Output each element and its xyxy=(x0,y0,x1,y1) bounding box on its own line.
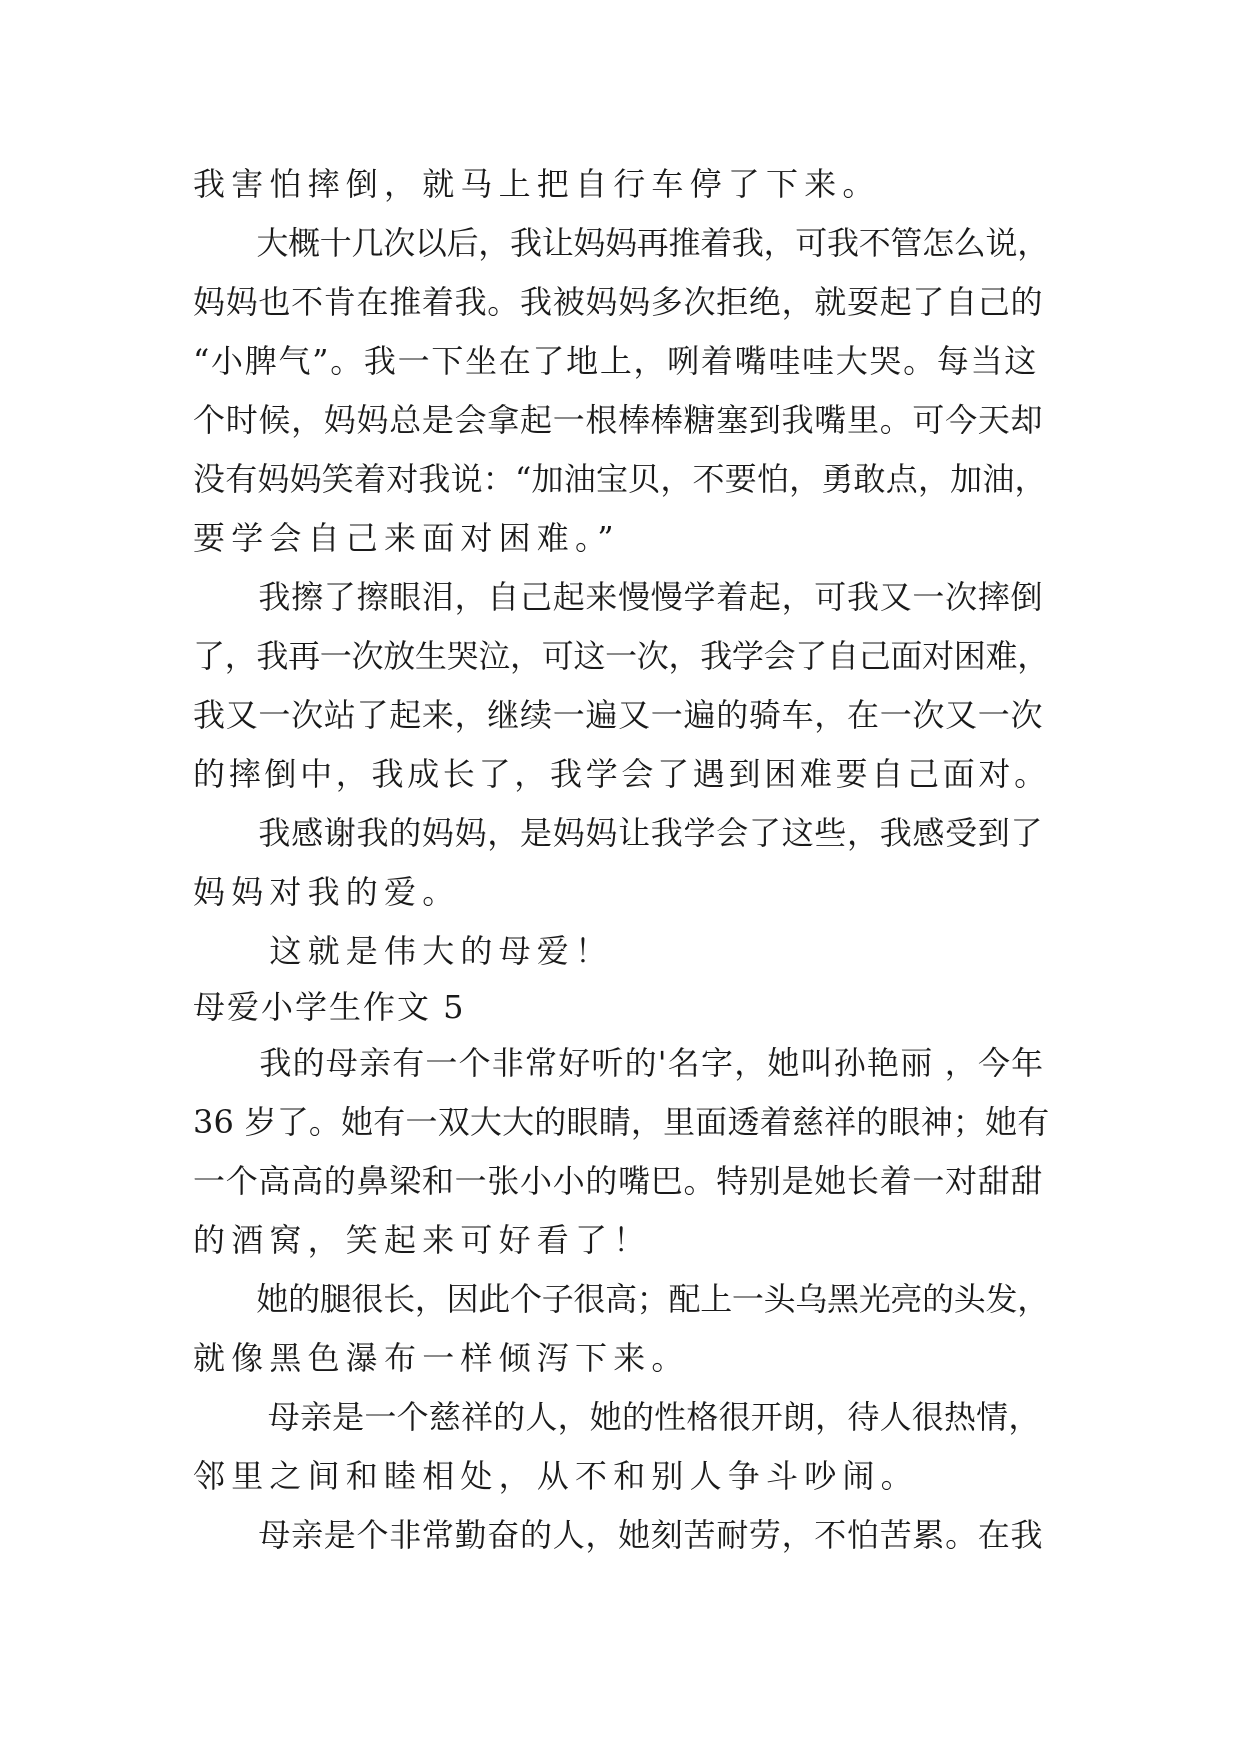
section-heading: 母爱小学生作文 5 xyxy=(193,988,466,1026)
text-line: 就像黑色瀑布一样倾泻下来。 xyxy=(193,1339,690,1377)
text-line: 的摔倒中，我成长了，我学会了遇到困难要自己面对。 xyxy=(193,755,1050,793)
text-line: 我的母亲有一个非常好听的'名字，她叫孙艳丽 ，今年 xyxy=(193,1044,1045,1082)
text-line: 我又一次站了起来，继续一遍又一遍的骑车，在一次又一次 xyxy=(193,696,1044,734)
text-line: 妈妈也不肯在推着我。我被妈妈多次拒绝，就耍起了自己的 xyxy=(193,283,1044,321)
text-line: 我害怕摔倒，就马上把自行车停了下来。 xyxy=(193,165,881,203)
text-line: 她的腿很长，因此个子很高；配上一头乌黑光亮的头发， xyxy=(193,1280,1049,1318)
text-line: 母亲是一个慈祥的人，她的性格很开朗，待人很热情， xyxy=(193,1398,1041,1436)
text-line: 36 岁了。她有一双大大的眼睛，里面透着慈祥的眼神；她有 xyxy=(193,1103,1050,1141)
text-line: 一个高高的鼻梁和一张小小的嘴巴。特别是她长着一对甜甜 xyxy=(193,1162,1044,1200)
text-line: 的酒窝，笑起来可好看了！ xyxy=(193,1221,652,1259)
text-line: 没有妈妈笑着对我说：“加油宝贝，不要怕，勇敢点，加油， xyxy=(193,460,1047,498)
text-line: 大概十几次以后，我让妈妈再推着我，可我不管怎么说， xyxy=(193,224,1049,262)
text-line: 邻里之间和睦相处，从不和别人争斗吵闹。 xyxy=(193,1457,919,1495)
text-line: 我擦了擦眼泪，自己起来慢慢学着起，可我又一次摔倒 xyxy=(193,578,1044,616)
text-line: 母亲是个非常勤奋的人，她刻苦耐劳，不怕苦累。在我 xyxy=(193,1516,1044,1554)
text-line: 我感谢我的妈妈，是妈妈让我学会了这些，我感受到了 xyxy=(193,814,1044,852)
text-line: 妈妈对我的爱。 xyxy=(193,873,461,911)
text-line: 了，我再一次放生哭泣，可这一次，我学会了自己面对困难， xyxy=(193,637,1049,675)
text-line: 要学会自己来面对困难。” xyxy=(193,519,620,557)
text-line: 个时候，妈妈总是会拿起一根棒棒糖塞到我嘴里。可今天却 xyxy=(193,401,1044,439)
text-line: 这就是伟大的母爱！ xyxy=(193,932,614,970)
text-line: “小脾气”。我一下坐在了地上，咧着嘴哇哇大哭。每当这 xyxy=(193,342,1038,380)
